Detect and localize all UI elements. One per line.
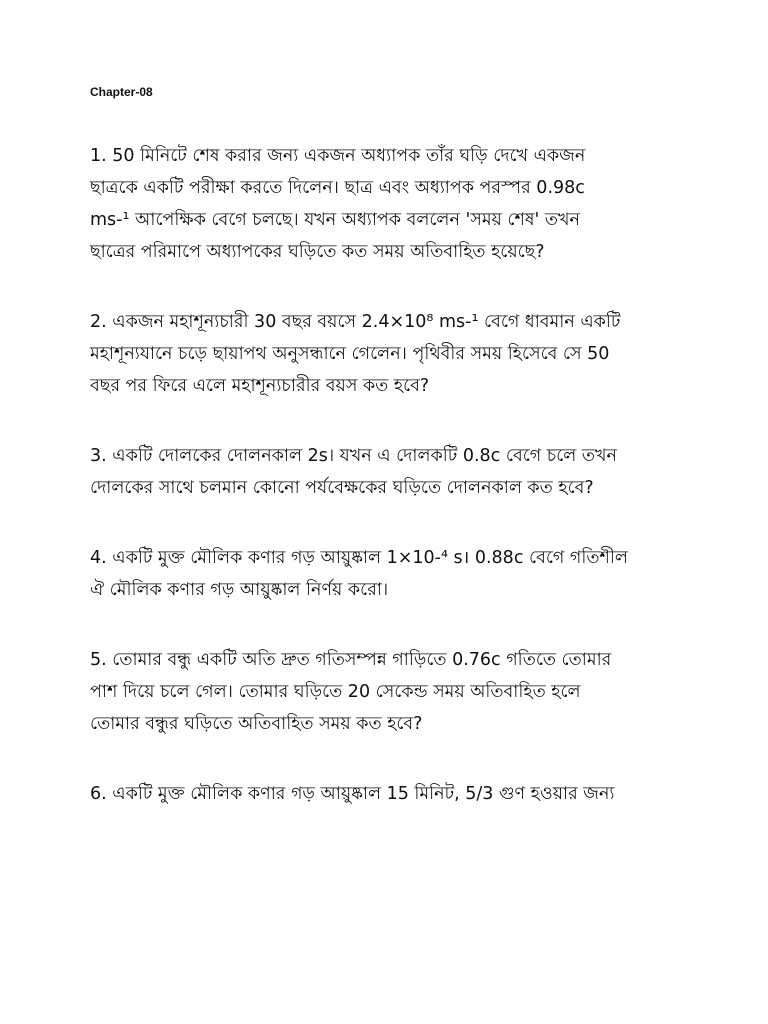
question-line: 3. একটি দোলকের দোলনকাল 2s। যখন এ দোলকটি 0.8c বেগে চলে তখন (90, 446, 617, 466)
question-line: 1. 50 মিনিটে শেষ করার জন্য একজন অধ্যাপক তাঁর ঘড়ি দেখে একজন (90, 146, 586, 166)
document-page (90, 84, 690, 848)
question-line: বছর পর ফিরে এলে মহাশূন্যচারীর বয়স কত হবে? (90, 376, 430, 396)
question-line: 4. একটি মুক্ত মৌলিক কণার গড় আয়ুষ্কাল 1×10-⁴ s। 0.88c বেগে গতিশীল (90, 548, 628, 568)
question-6 (90, 778, 690, 810)
question-line: দোলকের সাথে চলমান কোনো পর্যবেক্ষকের ঘড়িতে দোলনকাল কত হবে? (90, 478, 594, 498)
question-5 (90, 644, 690, 740)
question-line: ms-¹ আপেক্ষিক বেগে চলছে। যখন অধ্যাপক বললেন 'সময় শেষ' তখন (90, 210, 580, 230)
question-1 (90, 140, 690, 268)
question-line: 5. তোমার বন্ধু একটি অতি দ্রুত গতিসম্পন্ন গাড়িতে 0.76c গতিতে তোমার (90, 650, 612, 670)
question-2 (90, 306, 690, 402)
question-line: 6. একটি মুক্ত মৌলিক কণার গড় আয়ুষ্কাল 15 মিনিট, 5/3 গুণ হওয়ার জন্য (90, 784, 615, 804)
question-4 (90, 542, 690, 606)
question-line: তোমার বন্ধুর ঘড়িতে অতিবাহিত সময় কত হবে? (90, 714, 423, 734)
question-line: ঐ মৌলিক কণার গড় আয়ুষ্কাল নির্ণয় করো। (90, 580, 389, 600)
question-line: ছাত্রের পরিমাপে অধ্যাপকের ঘড়িতে কত সময় অতিবাহিত হয়েছে? (90, 242, 545, 262)
question-line: মহাশূন্যযানে চড়ে ছায়াপথ অনুসন্ধানে গেলেন। পৃথিবীর সময় হিসেবে সে 50 (90, 344, 610, 364)
question-3 (90, 440, 690, 504)
chapter-heading: Chapter-08 (90, 85, 153, 99)
question-line: ছাত্রকে একটি পরীক্ষা করতে দিলেন। ছাত্র এবং অধ্যাপক পরস্পর 0.98c (90, 178, 585, 198)
question-line: 2. একজন মহাশূন্যচারী 30 বছর বয়সে 2.4×10⁸ ms-¹ বেগে ধাবমান একটি (90, 312, 621, 332)
question-line: পাশ দিয়ে চলে গেল। তোমার ঘড়িতে 20 সেকেন্ড সময় অতিবাহিত হলে (90, 682, 581, 702)
